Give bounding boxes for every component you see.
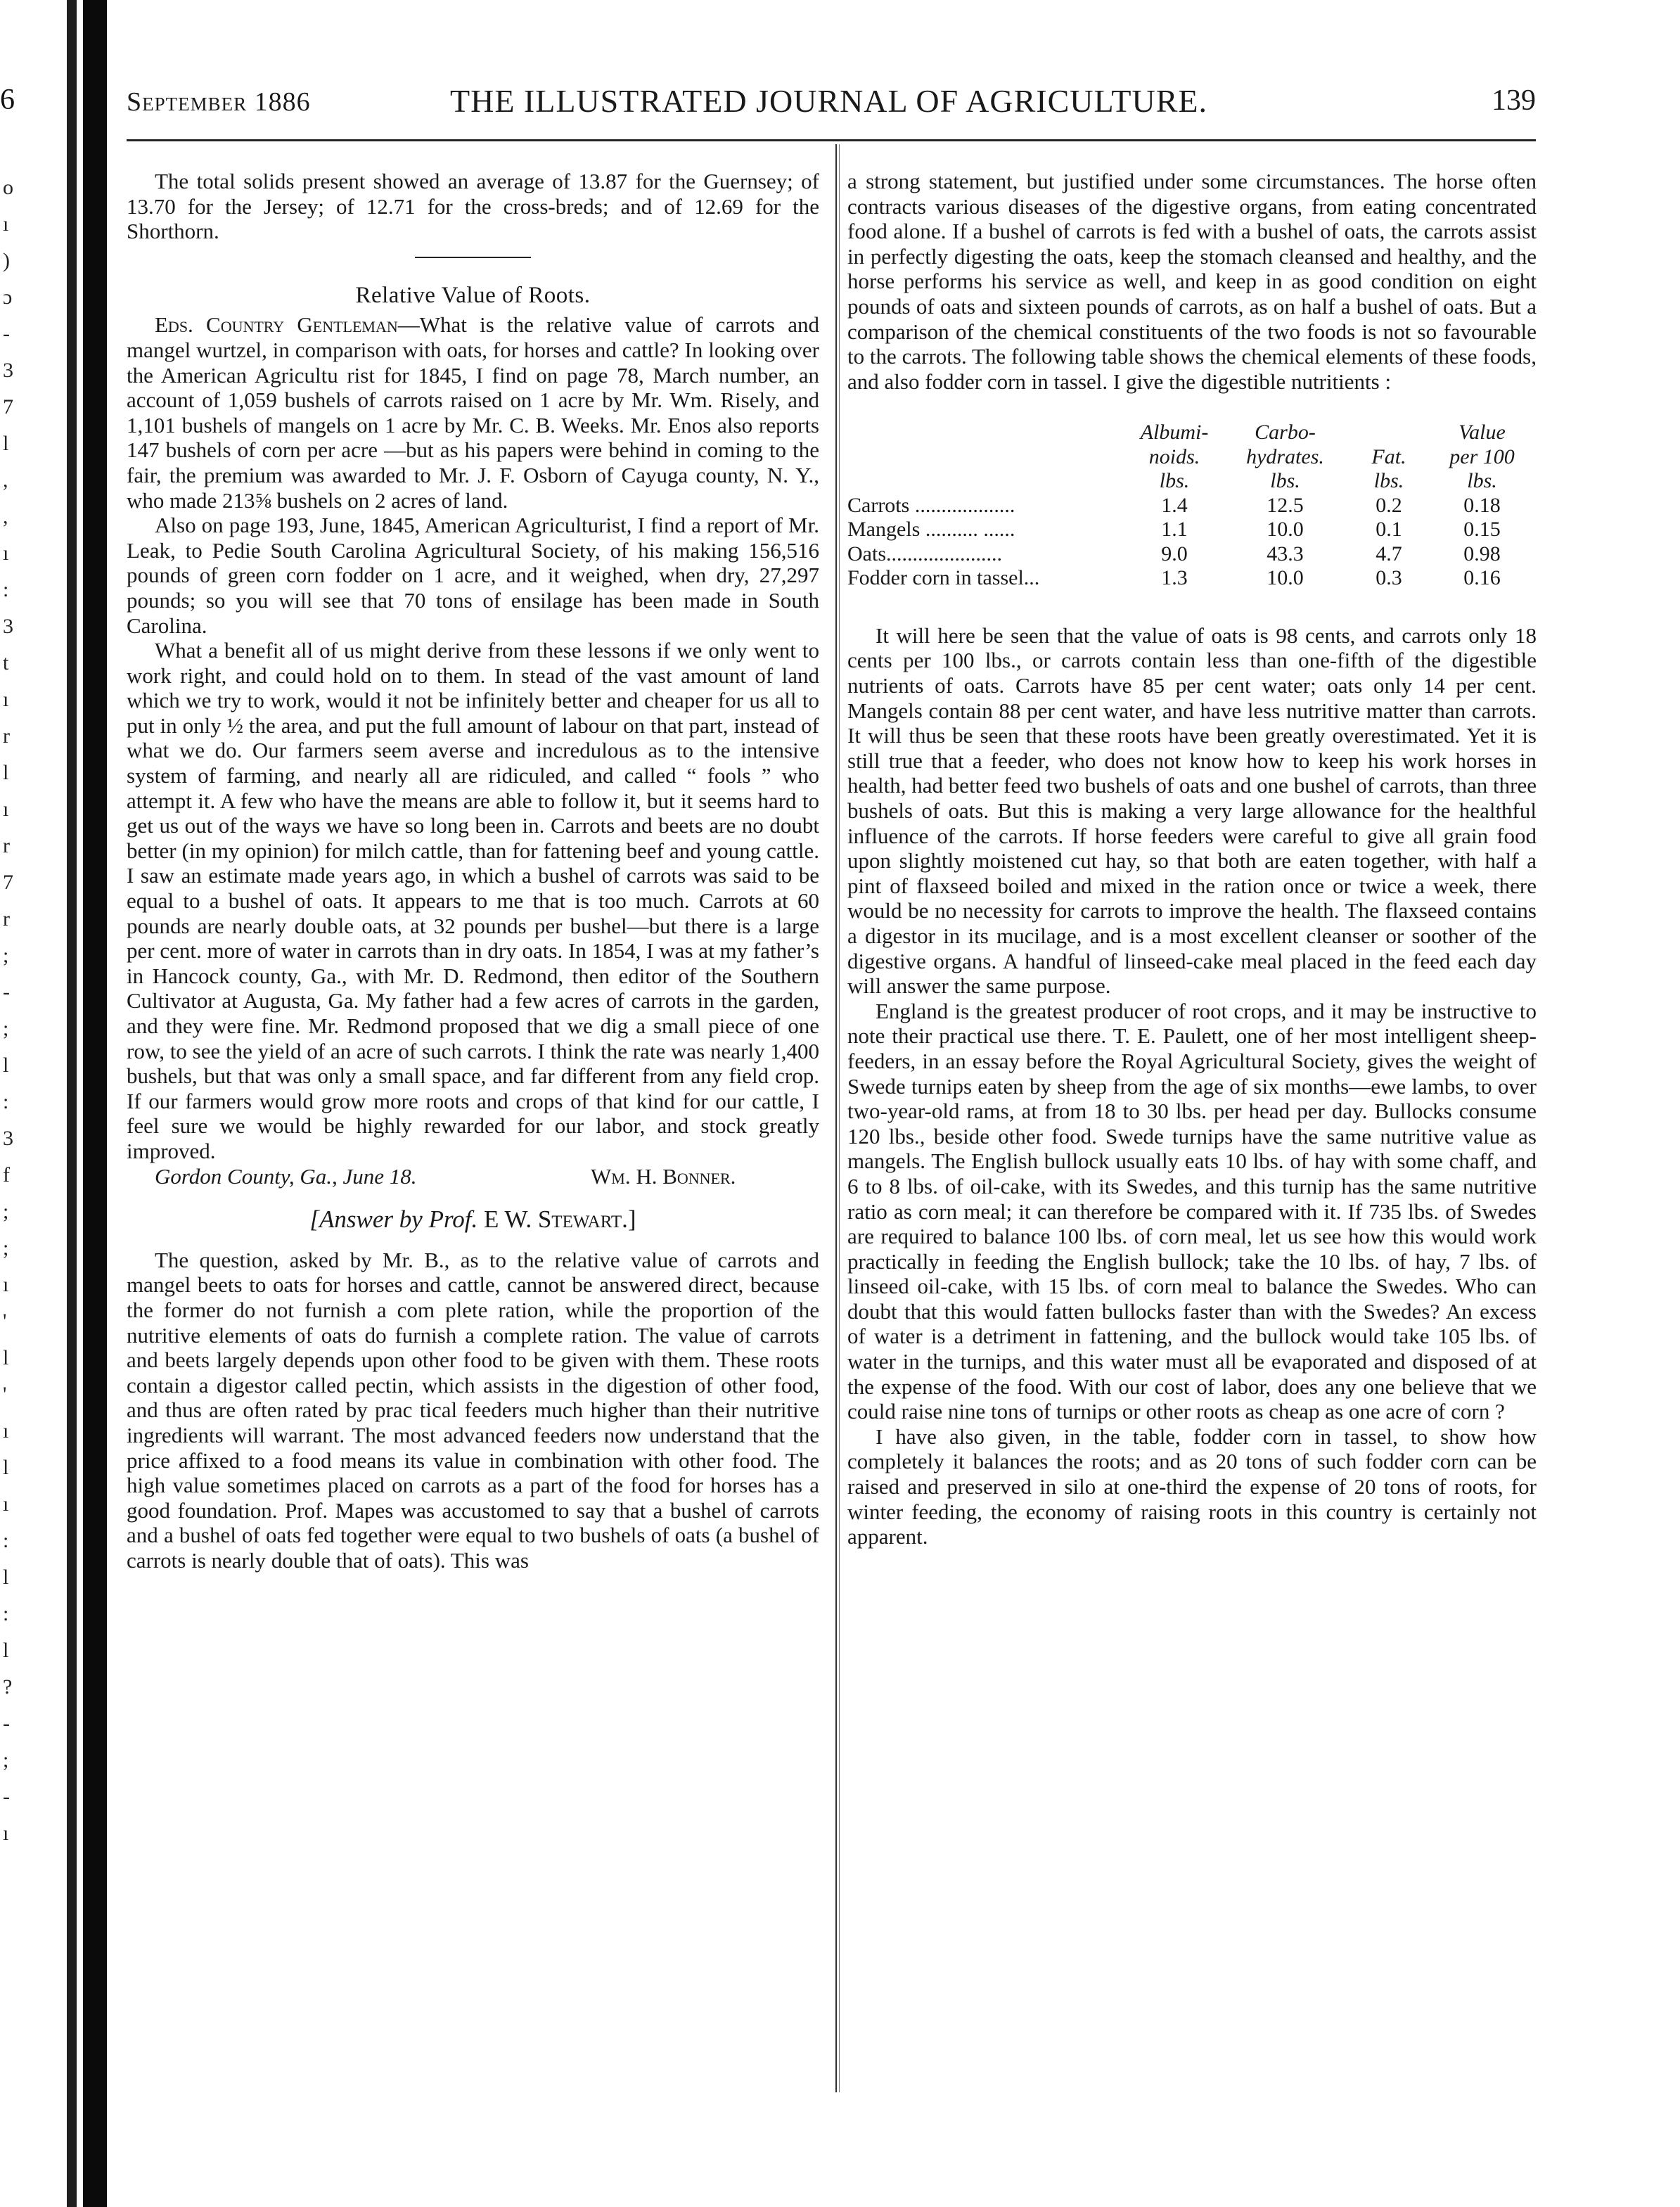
letter-text: —What is the relative value of carrots and mangel wurtzel, in comparison with oats, for horses and cattle? In looking over the American Agricultu rist for 1845, I find on page 78, March number, an account of 1,059 bushels of carrots raised on 1 acre by Mr. Wm. Risely, and 1,101 bushels of mangels on 1 acre by Mr. C. B. Weeks. Mr. Enos also reports 147 bushels of corn per acre —but as his papers were behind in coming to the fair, the premium was awarded to Mr. J. F. Osborn of Cayuga county, N. Y., who made 213⅝ bushels on 2 acres of land. bbox=[127, 312, 819, 513]
column-rule-shadow bbox=[839, 144, 840, 2092]
journal-title: THE ILLUSTRATED JOURNAL OF AGRICULTURE. bbox=[450, 83, 1207, 119]
header-line bbox=[847, 469, 1129, 494]
left-column bbox=[127, 169, 819, 1573]
header-line: lbs. bbox=[1467, 469, 1497, 493]
table-column-header bbox=[1350, 421, 1428, 494]
margin-mark: - bbox=[3, 980, 10, 1004]
cell-carbohydrates: 12.5 bbox=[1267, 493, 1304, 517]
margin-mark: ' bbox=[3, 1383, 7, 1406]
food-name: Oats bbox=[847, 542, 886, 565]
cell-fat: 0.2 bbox=[1376, 493, 1402, 517]
signature-line bbox=[127, 1164, 819, 1189]
cell-fat: 4.7 bbox=[1376, 542, 1402, 565]
table-row bbox=[847, 566, 1537, 591]
margin-mark: r bbox=[3, 907, 10, 930]
margin-mark: l bbox=[3, 1456, 9, 1479]
margin-mark: l bbox=[3, 1566, 9, 1589]
margin-mark: ? bbox=[3, 1675, 13, 1699]
answer-attribution: [Answer by Prof. E W. Stewart.] bbox=[309, 1205, 636, 1234]
food-name: Mangels bbox=[847, 518, 921, 542]
margin-mark: : bbox=[3, 1529, 9, 1552]
row-label bbox=[847, 566, 1129, 591]
table-row bbox=[847, 518, 1537, 542]
header-line bbox=[1350, 421, 1428, 445]
table-column-header bbox=[1428, 421, 1537, 494]
header-line: per 100 bbox=[1449, 444, 1515, 468]
header-line: noids. bbox=[1148, 444, 1200, 468]
body-paragraph: England is the greatest producer of root crops, and it may be instructive to note their practical use there. T. E. Paulett, one of her most intelligent sheep-feeders, in an essay before the Royal Agricultural Society, gives the weight of Swede turnips eaten by sheep from the age of six months—ewe lambs, to over two-year-old rams, at from 18 to 30 lbs. per head per day. Bullocks consume 120 lbs., beside other food. Swede turnips have the same nutritive value as mangels. The English bullock usually eats 10 lbs. of hay with some chaff, and 6 to 8 lbs. of oil-cake, with its Swedes, and this turnip has the same nutritive ratio as corn meal; it can therefore be compared with it. If 735 lbs. of Swedes are required to balance 100 lbs. of corn meal, let us see how this would work practically in feeding the English bullock; take the 10 lbs. of hay, 7 lbs. of linseed oil-cake, with 15 lbs. of corn meal to balance the Swedes. Who can doubt that this would fatten bullocks faster than with the Swedes? An excess of water is a detriment in fattening, and the bullock would take 105 lbs. of water in the turnips, and this water must all be evaporated and disposed of at the expense of the food. With our cost of labor, does any one believe that we could raise nine tons of turnips or other roots as cheap as one acre of corn ? bbox=[847, 998, 1537, 1424]
letter-lead: Eds. Country Gentleman bbox=[155, 312, 398, 338]
cell-fat: 0.1 bbox=[1376, 518, 1402, 542]
row-label bbox=[847, 494, 1129, 518]
margin-mark: 3 bbox=[3, 359, 13, 382]
page-number: 139 bbox=[1492, 84, 1536, 117]
intro-paragraph: The total solids present showed an average of 13.87 for the Guernsey; of 13.70 for the Jersey; of 12.71 for the cross-breds; and of 12.69 for the Shorthorn. bbox=[127, 169, 819, 244]
margin-mark: ; bbox=[3, 1748, 9, 1772]
continued-paragraph: a strong statement, but justified under some circumstances. The horse often contracts various diseases of the digestive organs, from eating concentrated food alone. If a bushel of carrots is fed with a bushel of oats, the carrots assist in perfectly digesting the oats, keep the stomach cleansed and healthy, and the horse performs his service as well, and keep in as good condition on eight pounds of oats and sixteen pounds of carrots, as on half a bushel of oats. But a comparison of the chemical constituents of the two foods is not so favourable to the carrots. The following table shows the chemical elements of these foods, and also fodder corn in tassel. I give the digestible nutritients : bbox=[847, 169, 1537, 394]
margin-mark: : bbox=[3, 1602, 9, 1625]
margin-mark: l bbox=[3, 1054, 9, 1077]
cell-carbohydrates: 43.3 bbox=[1267, 542, 1304, 565]
margin-mark: ı bbox=[3, 542, 9, 565]
answer-paragraph: The question, asked by Mr. B., as to the relative value of carrots and mangel beets to oats for horses and cattle, cannot be answered direct, because the former do not furnish a com plete ration, while the proportion of the nutritive elements of oats do furnish a complete ration. The value of carrots and beets largely depends upon other food to be given with them. These roots contain a digestor called pectin, which assists in the digestion of other food, and thus are often rated by prac tical feeders much higher than their nutritive ingredients will warrant. The most advanced feeders now understand that the price affixed to a food means its value in combination with other food. The high value sometimes placed on carrots as a part of the food for horses has a good foundation. Prof. Mapes was accustomed to say that a bushel of carrots and a bushel of oats fed together were equal to two bushels of oats (a bushel of carrots is nearly double that of oats). This was bbox=[127, 1247, 819, 1573]
cell-albuminoids: 1.4 bbox=[1161, 493, 1188, 517]
binding-shadow bbox=[67, 0, 77, 2207]
header-line: Value bbox=[1458, 421, 1506, 444]
header-line: lbs. bbox=[1159, 469, 1190, 493]
margin-mark: r bbox=[3, 834, 10, 857]
food-name: Fodder corn in tassel bbox=[847, 566, 1024, 590]
table-body bbox=[847, 494, 1537, 591]
margin-mark: l bbox=[3, 1346, 9, 1369]
header-rule bbox=[127, 139, 1536, 141]
body-paragraph: It will here be seen that the value of oats is 98 cents, and carrots only 18 cents per 100 lbs., or carrots contain less than one-fifth of the digestible nutrients of oats. Carrots have 85 per cent water; oats only 14 per cent. Mangels contain 88 per cent water, and have less nutritive matter than carrots. It will thus be seen that these roots have been greatly overestimated. Yet it is still true that a feeder, who does not know how to keep his work horses in health, had better feed two bushels of oats and one bushel of carrots, than three bushels of oats. But this is making a very large allowance for the healthful influence of the carrots. If horse feeders were careful to give all grain food upon slightly moistened cut hay, so that both are eaten together, with half a pint of flaxseed boiled and mixed in the ration once or twice a week, there would be no necessity for carrots to improve the health. The flaxseed contains a digestor in its mucilage, and is a most excellent cleanser or soother of the digestive organs. A handful of linseed-cake meal placed in the feed each day will answer the same purpose. bbox=[847, 622, 1537, 999]
cell-value: 0.18 bbox=[1463, 493, 1501, 517]
table-header-row bbox=[847, 421, 1537, 494]
margin-mark: : bbox=[3, 578, 9, 601]
food-name: Carrots bbox=[847, 493, 910, 517]
margin-mark: : bbox=[3, 1090, 9, 1113]
margin-mark: - bbox=[3, 1712, 10, 1735]
margin-mark: ı bbox=[3, 1492, 9, 1516]
margin-mark: ; bbox=[3, 1236, 9, 1260]
margin-mark: o bbox=[3, 176, 13, 199]
margin-mark: ı bbox=[3, 1273, 9, 1296]
margin-mark: ɔ bbox=[3, 286, 13, 309]
margin-mark: - bbox=[3, 1785, 10, 1808]
margin-mark: l bbox=[3, 761, 9, 784]
cell-carbohydrates: 10.0 bbox=[1267, 518, 1304, 542]
signature-name: Wm. H. Bonner. bbox=[591, 1163, 736, 1189]
table-column-header bbox=[1220, 421, 1350, 494]
cell-albuminoids: 9.0 bbox=[1161, 542, 1188, 565]
nutrient-table bbox=[847, 421, 1537, 591]
right-column bbox=[847, 169, 1537, 1549]
margin-mark: ' bbox=[3, 1310, 7, 1333]
margin-mark: 3 bbox=[3, 1127, 13, 1150]
margin-mark: ; bbox=[3, 1017, 9, 1040]
margin-mark: 3 bbox=[3, 615, 13, 638]
header-date: September 1886 bbox=[127, 87, 311, 117]
header-line: Fat. bbox=[1371, 444, 1406, 468]
article-heading: Relative Value of Roots. bbox=[355, 282, 591, 308]
dot-leader: .......... ...... bbox=[920, 518, 1015, 542]
cell-fat: 0.3 bbox=[1376, 566, 1402, 590]
dot-leader: ................... bbox=[909, 493, 1015, 517]
margin-mark: f bbox=[3, 1163, 10, 1186]
margin-mark: ı bbox=[3, 1419, 9, 1442]
margin-mark: l bbox=[3, 1639, 9, 1662]
margin-mark: ; bbox=[3, 1200, 9, 1223]
margin-mark: , bbox=[3, 468, 8, 492]
margin-mark: ) bbox=[3, 249, 10, 272]
cell-albuminoids: 1.3 bbox=[1161, 566, 1188, 590]
cell-value: 0.16 bbox=[1463, 566, 1501, 590]
header-line: lbs. bbox=[1270, 469, 1300, 493]
margin-mark: r bbox=[3, 724, 10, 748]
body-paragraph: I have also given, in the table, fodder corn in tassel, to show how completely it balances the roots; and as 20 tons of such fodder corn can be raised and preserved in silo at one-third the expense of 20 tons of roots, for winter feeding, the economy of raising roots in this country is certainly not apparent. bbox=[847, 1424, 1537, 1549]
column-rule bbox=[835, 144, 837, 2092]
margin-mark: ; bbox=[3, 944, 9, 967]
margin-mark: 7 bbox=[3, 871, 13, 894]
letter-paragraph: Also on page 193, June, 1845, American Agriculturist, I find a report of Mr. Leak, to Pedie South Carolina Agricultural Society, of his making 156,516 pounds of green corn fodder on 1 acre, and it weighed, when dry, 27,297 pounds; so you will see that 70 tons of ensilage has been made in South Carolina. bbox=[127, 513, 819, 638]
margin-mark: - bbox=[3, 322, 10, 345]
section-divider bbox=[415, 257, 531, 258]
margin-mark: , bbox=[3, 505, 8, 528]
margin-mark: l bbox=[3, 432, 9, 455]
margin-mark: ı bbox=[3, 1822, 9, 1845]
dot-leader: ...................... bbox=[886, 542, 1002, 565]
letter-paragraph bbox=[127, 312, 819, 513]
edge-page-fragment: 6 bbox=[0, 84, 15, 116]
table-column-header bbox=[1129, 421, 1220, 494]
page-header bbox=[127, 81, 1536, 130]
signature-place: Gordon County, Ga., June 18. bbox=[155, 1163, 417, 1189]
header-line: lbs. bbox=[1373, 469, 1404, 493]
cell-value: 0.98 bbox=[1463, 542, 1501, 565]
table-row bbox=[847, 494, 1537, 518]
scan-edge bbox=[0, 0, 105, 2207]
header-line: Albumi- bbox=[1140, 421, 1209, 444]
cell-carbohydrates: 10.0 bbox=[1267, 566, 1304, 590]
margin-mark: t bbox=[3, 651, 9, 674]
row-label bbox=[847, 518, 1129, 542]
table-row bbox=[847, 542, 1537, 567]
header-line: hydrates. bbox=[1246, 444, 1324, 468]
row-label bbox=[847, 542, 1129, 567]
header-line bbox=[847, 445, 1129, 470]
margin-mark: ı bbox=[3, 798, 9, 821]
margin-mark: ı bbox=[3, 688, 9, 711]
margin-mark: ı bbox=[3, 212, 9, 236]
margin-mark: 7 bbox=[3, 395, 13, 418]
table-column-header bbox=[847, 421, 1129, 494]
cell-albuminoids: 1.1 bbox=[1161, 518, 1188, 542]
dot-leader: ... bbox=[1023, 566, 1040, 590]
binding-bar bbox=[83, 0, 107, 2207]
header-line: Carbo- bbox=[1255, 421, 1316, 444]
header-line bbox=[847, 421, 1129, 445]
letter-paragraph: What a benefit all of us might derive from these lessons if we only went to work right, and could hold on to them. In stead of the vast amount of land which we try to work, would it not be infinitely better and cheaper for us all to put in only ½ the area, and put the full amount of labour on that part, instead of what we do. Our farmers seem averse and incredulous as to the intensive system of farming, and nearly all are ridiculed, and called “ fools ” who attempt it. A few who have the means are able to follow it, but it seems hard to get us out of the ways we have so long been in. Carrots and beets are no doubt better (in my opinion) for milch cattle, than for fattening beef and young cattle. I saw an estimate made years ago, in which a bushel of carrots was said to be equal to a bushel of oats. It appears to me that is too much. Carrots at 60 pounds are nearly double oats, at 32 pounds per bushel—but there is a large per cent. more of water in carrots than in dry oats. In 1854, I was at my father’s in Hancock county, Ga., with Mr. D. Redmond, then editor of the Southern Cultivator at Augusta, Ga. My father had a few acres of carrots in the garden, and they were fine. Mr. Redmond proposed that we dig a small piece of one row, to see the yield of an acre of such carrots. I think the rate was nearly 1,400 bushels, but that was only a small space, and far different from any field crop. If our farmers would grow more roots and crops of that kind for our cattle, I feel sure we would be highly rewarded for our labor, and stock greatly improved. bbox=[127, 638, 819, 1163]
cell-value: 0.15 bbox=[1463, 518, 1501, 542]
